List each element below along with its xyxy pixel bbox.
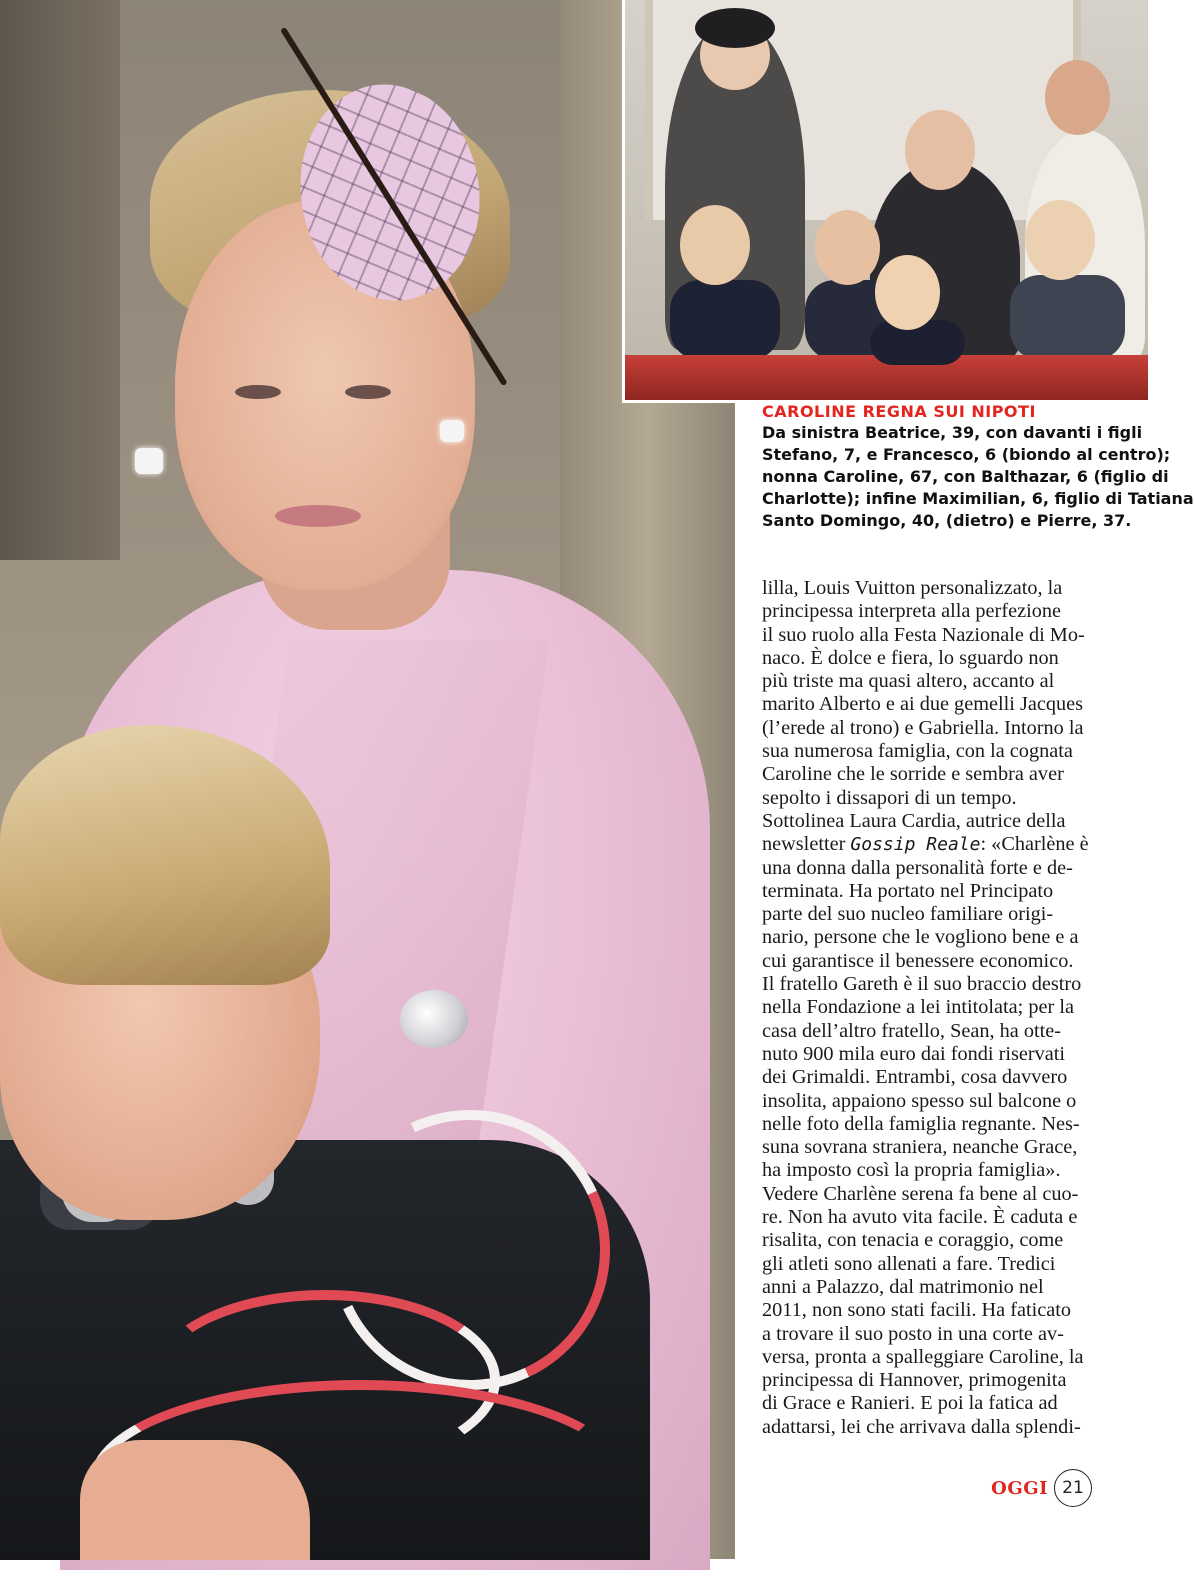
article-line: Il fratello Gareth è il suo braccio destro (762, 973, 1082, 996)
page-footer (991, 1468, 1092, 1508)
article-line: re. Non ha avuto vita facile. È caduta e (762, 1206, 1078, 1229)
article-line: terminata. Ha portato nel Principato (762, 879, 1054, 902)
article-line: principessa interpreta alla perfezione (762, 600, 1061, 623)
article-line: il suo ruolo alla Festa Nazionale di Mo- (762, 623, 1085, 646)
photo-caption (762, 402, 1194, 532)
person-caroline-head (905, 110, 975, 190)
article-line: ha imposto così la propria famiglia». (762, 1159, 1061, 1182)
person-right-head (1045, 60, 1110, 135)
article-line: di Grace e Ranieri. E poi la fatica ad (762, 1392, 1058, 1415)
article-line: risalita, con tenacia e coraggio, come (762, 1229, 1064, 1252)
article-line: anni a Palazzo, dal matrimonio nel (762, 1275, 1044, 1298)
article-line: gli atleti sono allenati a fare. Tredici (762, 1252, 1056, 1275)
article-line: versa, pronta a spalleggiare Caroline, la (762, 1345, 1084, 1368)
article-line: una donna dalla personalità forte e de- (762, 856, 1073, 879)
article-line: nuto 900 mila euro dai fondi riservati (762, 1042, 1066, 1065)
caption-line: nonna Caroline, 67, con Balthazar, 6 (figlio di (762, 467, 1169, 486)
article-body (762, 577, 1104, 1439)
inset-photo (622, 0, 1148, 403)
caption-line: Stefano, 7, e Francesco, 6 (biondo al centro); (762, 445, 1171, 464)
article-line: sua numerosa famiglia, con la cognata (762, 740, 1073, 763)
article-line: suna sovrana straniera, neanche Grace, (762, 1136, 1078, 1159)
earring-left (135, 448, 163, 474)
caption-line: Santo Domingo, 40, (dietro) e Pierre, 37. (762, 511, 1132, 530)
caption-line: Da sinistra Beatrice, 39, con davanti i figli (762, 423, 1143, 442)
brooch (400, 990, 468, 1048)
article-line: casa dell’altro fratello, Sean, ha otte- (762, 1019, 1062, 1042)
child-body (670, 280, 780, 360)
article-line: (l’erede al trono) e Gabriella. Intorno la (762, 716, 1084, 739)
article-line: sepolto i dissapori di un tempo. (762, 786, 1017, 809)
article-line: principessa di Hannover, primogenita (762, 1369, 1067, 1392)
article-line: più triste ma quasi altero, accanto al (762, 670, 1055, 693)
eye-right (345, 385, 391, 399)
caption-text (762, 422, 1194, 532)
caption-title: CAROLINE REGNA SUI NIPOTI (762, 402, 1036, 421)
child-head (875, 255, 940, 330)
article-line: a trovare il suo posto in una corte av- (762, 1322, 1064, 1345)
article-line: parte del suo nucleo familiare origi- (762, 903, 1054, 926)
newsletter-title: Gossip Reale (850, 834, 981, 856)
article-line: nella Fondazione a lei intitolata; per la (762, 996, 1074, 1019)
background-wall (0, 0, 120, 560)
child-body (1010, 275, 1125, 360)
article-line: Caroline che le sorride e sembra aver (762, 763, 1064, 786)
lips (275, 505, 361, 527)
article-line (762, 833, 1104, 856)
newsletter-quote-start: : «Charlène è (980, 833, 1089, 856)
article-line: adattarsi, lei che arrivava dalla splendi- (762, 1415, 1081, 1438)
article-line: naco. È dolce e fiera, lo sguardo non (762, 646, 1059, 669)
caption-line: Charlotte); infine Maximilian, 6, figlio di Tatiana (762, 489, 1194, 508)
page-number: 21 (1054, 1469, 1092, 1507)
child-head (680, 205, 750, 285)
child-head (1025, 200, 1095, 280)
article-line: marito Alberto e ai due gemelli Jacques (762, 693, 1084, 716)
newsletter-text: newsletter (762, 833, 851, 856)
article-line: insolita, appaiono spesso sul balcone o (762, 1089, 1077, 1112)
earring-right (440, 420, 464, 442)
article-line: 2011, non sono stati facili. Ha faticato (762, 1299, 1072, 1322)
article-line: nario, persone che le vogliono bene e a (762, 926, 1079, 949)
article-line: lilla, Louis Vuitton personalizzato, la (762, 577, 1063, 599)
eye-left (235, 385, 281, 399)
boy-hand (80, 1440, 310, 1560)
article-line: cui garantisce il benessere economico. (762, 949, 1074, 972)
child-head (815, 210, 880, 285)
article-line: Vedere Charlène serena fa bene al cuo- (762, 1182, 1079, 1205)
article-line: Sottolinea Laura Cardia, autrice della (762, 809, 1066, 832)
magazine-brand: OGGI (991, 1477, 1048, 1499)
article-line: dei Grimaldi. Entrambi, cosa davvero (762, 1066, 1068, 1089)
article-line: nelle foto della famiglia regnante. Nes- (762, 1112, 1080, 1135)
black-hat (695, 8, 775, 48)
